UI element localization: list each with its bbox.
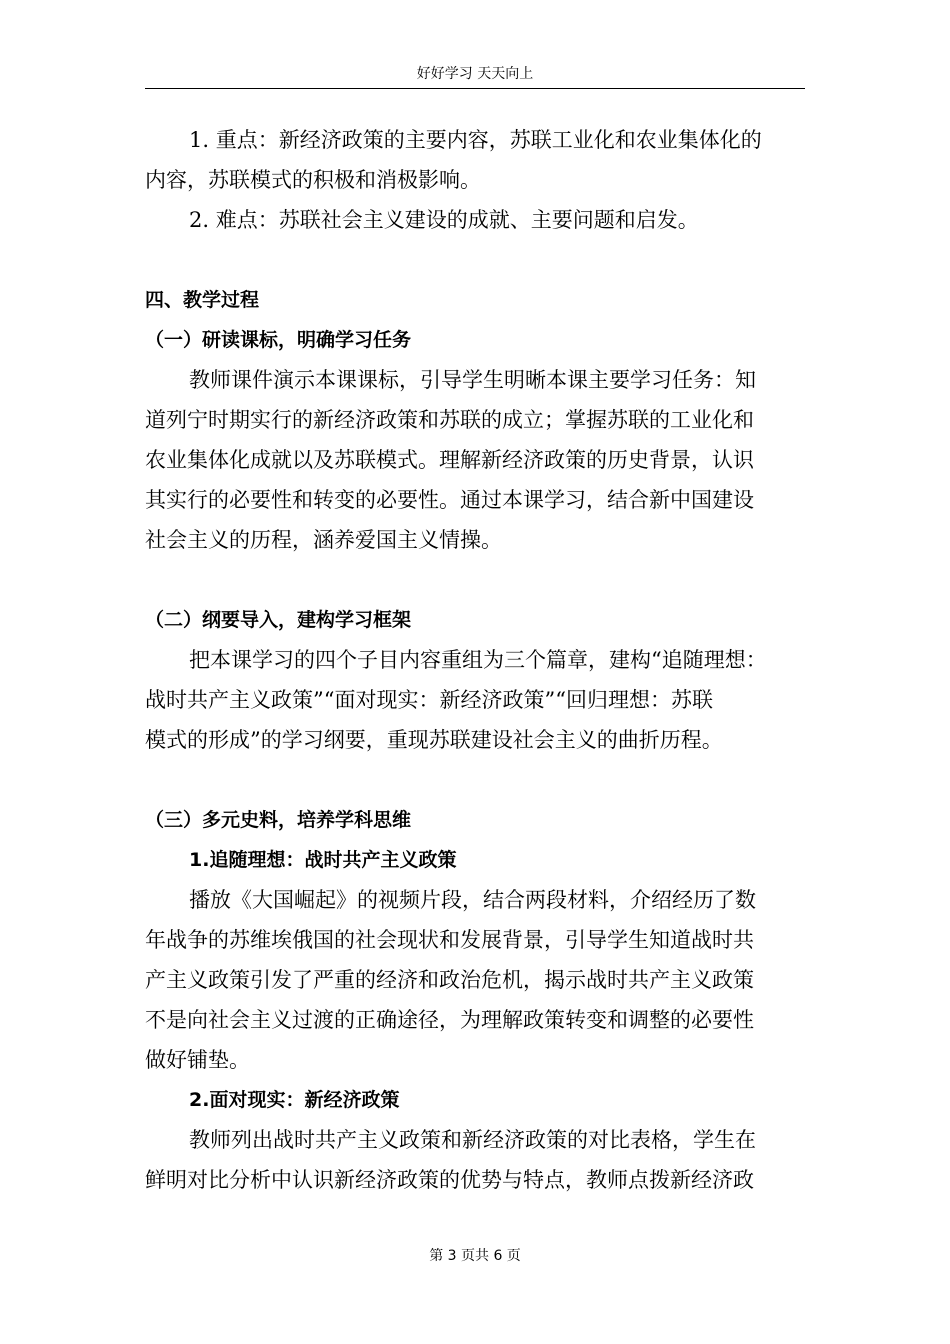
part-3-sub-1-line: 播放《大国崛起》的视频片段，结合两段材料，介绍经历了数 <box>189 888 756 912</box>
part-2-title: （二）纲要导入，建构学习框架 <box>145 609 412 631</box>
part-1-line: 教师课件演示本课课标，引导学生明晰本课主要学习任务：知 <box>189 368 756 392</box>
part-1-line: 社会主义的历程，涵养爱国主义情操。 <box>145 528 502 552</box>
section-4-title: 四、教学过程 <box>145 289 260 311</box>
spacer <box>145 560 810 600</box>
part-3-sub-1-line: 做好铺垫。 <box>145 1048 250 1072</box>
part-2-line: 模式的形成”的学习纲要，重现苏联建设社会主义的曲折历程。 <box>145 728 723 752</box>
part-3-sub-1-line: 不是向社会主义过渡的正确途径，为理解政策转变和调整的必要性 <box>145 1008 754 1032</box>
part-3-sub-2-line: 鲜明对比分析中认识新经济政策的优势与特点，教师点拨新经济政 <box>145 1168 754 1192</box>
part-3-sub-2-title: 2.面对现实：新经济政策 <box>189 1089 400 1111</box>
focus-item-1-line-1: 1. 重点：新经济政策的主要内容，苏联工业化和农业集体化的 <box>189 128 762 152</box>
page-footer: 第 3 页共 6 页 <box>429 1248 521 1264</box>
part-3-title: （三）多元史料，培养学科思维 <box>145 809 412 831</box>
part-3-sub-1-line: 产主义政策引发了严重的经济和政治危机，揭示战时共产主义政策 <box>145 968 754 992</box>
spacer <box>145 240 810 280</box>
page-content <box>145 120 810 1200</box>
page-header: 好好学习 天天向上 <box>145 62 805 89</box>
part-1-line: 农业集体化成就以及苏联模式。理解新经济政策的历史背景，认识 <box>145 448 754 472</box>
spacer <box>145 760 810 800</box>
part-3-sub-1-line: 年战争的苏维埃俄国的社会现状和发展背景，引导学生知道战时共 <box>145 928 754 952</box>
focus-item-2-line-1: 2. 难点：苏联社会主义建设的成就、主要问题和启发。 <box>189 208 699 232</box>
part-2-line: 战时共产主义政策”“面对现实：新经济政策”“回归理想：苏联 <box>145 688 713 712</box>
part-1-title: （一）研读课标，明确学习任务 <box>145 329 412 351</box>
part-3-sub-2-line: 教师列出战时共产主义政策和新经济政策的对比表格，学生在 <box>189 1128 756 1152</box>
part-1-line: 道列宁时期实行的新经济政策和苏联的成立；掌握苏联的工业化和 <box>145 408 754 432</box>
focus-item-1-line-2: 内容，苏联模式的积极和消极影响。 <box>145 168 481 192</box>
part-1-line: 其实行的必要性和转变的必要性。通过本课学习，结合新中国建设 <box>145 488 754 512</box>
part-3-sub-1-title: 1.追随理想：战时共产主义政策 <box>189 849 457 871</box>
part-2-line: 把本课学习的四个子目内容重组为三个篇章，建构“追随理想： <box>189 648 767 672</box>
